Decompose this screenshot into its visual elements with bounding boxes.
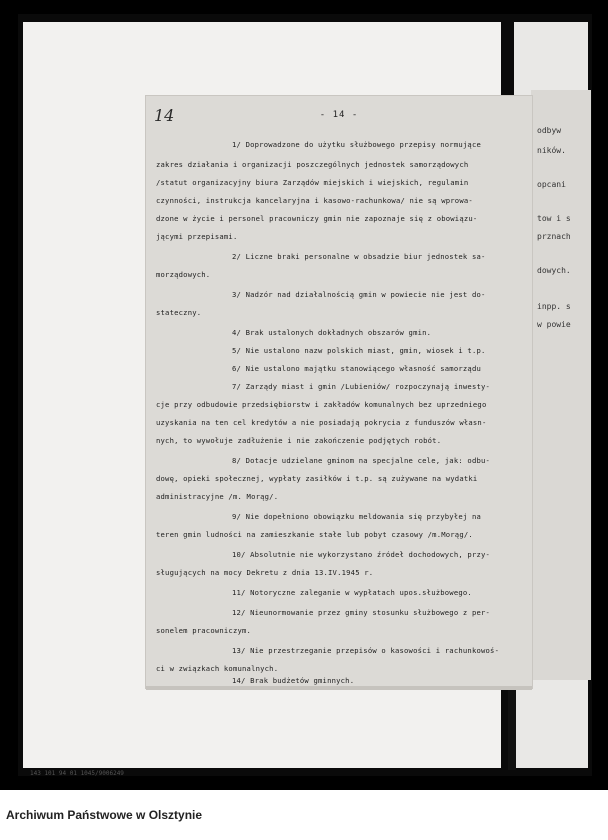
text-line: dowę, opieki społecznej, wypłaty zasiłków i t.p. są zużywane na wydatki xyxy=(156,474,478,483)
page-edge xyxy=(146,686,532,690)
text-line: sługujących na mocy Dekretu z dnia 13.IV.1945 r. xyxy=(156,568,374,577)
document-page xyxy=(146,96,532,688)
text-line: uzyskania na ten cel kredytów a nie posiadają pokrycia z funduszów własn- xyxy=(156,418,487,427)
adjacent-fragment: w powie xyxy=(537,320,571,329)
text-line: 10/ Absolutnie nie wykorzystano źródeł dochodowych, przy- xyxy=(232,550,491,559)
text-line: 7/ Zarządy miast i gmin /Lubieniów/ rozpoczynają inwesty- xyxy=(232,382,491,391)
adjacent-fragment: tow i s xyxy=(537,214,571,223)
text-line: cje przy odbudowie przedsiębiorstw i zakładów komunalnych bez uprzedniego xyxy=(156,400,487,409)
adjacent-page xyxy=(531,90,591,680)
text-line: 6/ Nie ustalono majątku stanowiącego własność samorządu xyxy=(232,364,481,373)
text-line: 1/ Doprowadzone do użytku służbowego przepisy normujące xyxy=(232,140,481,149)
text-line: /statut organizacyjny biura Zarządów miejskich i wiejskich, regulamin xyxy=(156,178,469,187)
text-line: administracyjne /m. Morąg/. xyxy=(156,492,279,501)
text-line: 13/ Nie przestrzeganie przepisów o kasowości i rachunkowoś- xyxy=(232,646,500,655)
text-line: sonelem pracowniczym. xyxy=(156,626,252,635)
text-line: 4/ Brak ustalonych dokładnych obszarów gmin. xyxy=(232,328,432,337)
margin-page-number: 14 xyxy=(154,106,175,125)
text-line: 2/ Liczne braki personalne w obsadzie biur jednostek sa- xyxy=(232,252,486,261)
adjacent-fragment: odbyw xyxy=(537,126,562,135)
adjacent-fragment: opcani xyxy=(537,180,566,189)
adjacent-fragment: ników. xyxy=(537,146,566,155)
text-line: 11/ Notoryczne zaleganie w wypłatach upos.służbowego. xyxy=(232,588,472,597)
adjacent-fragment: dowych. xyxy=(537,266,571,275)
text-line: czynności, instrukcja kancelaryjna i kasowo-rachunkowa/ nie są wprowa- xyxy=(156,196,473,205)
adjacent-fragment: prznach xyxy=(537,232,571,241)
page-number: - 14 - xyxy=(319,110,359,120)
adjacent-fragment: inpp. s xyxy=(537,302,571,311)
text-line: 5/ Nie ustalono nazw polskich miast, gmin, wiosek i t.p. xyxy=(232,346,486,355)
text-line: 14/ Brak budżetów gminnych. xyxy=(232,676,355,685)
text-line: zakres działania i organizacji poszczególnych jednostek samorządowych xyxy=(156,160,469,169)
text-line: 8/ Dotacje udzielane gminom na specjalne cele, jak: odbu- xyxy=(232,456,491,465)
text-line: 3/ Nadzór nad działalnością gmin w powiecie nie jest do- xyxy=(232,290,486,299)
text-line: teren gmin ludności na zamieszkanie stałe lub pobyt czasowy /m.Morąg/. xyxy=(156,530,473,539)
text-line: dzone w życie i personel pracowniczy gmin nie zapoznaje się z obowiązu- xyxy=(156,214,478,223)
text-line: nych, to wywołuje zadłużenie i nie zakończenie podjętych robót. xyxy=(156,436,442,445)
archive-label: Archiwum Państwowe w Olsztynie xyxy=(6,808,203,822)
binding-shadow xyxy=(508,690,516,770)
film-edge-text: 143 101 94 01 1045/9006249 xyxy=(30,770,124,777)
text-line: jącymi przepisami. xyxy=(156,232,238,241)
text-line: ci w związkach komunalnych. xyxy=(156,664,279,673)
text-line: 9/ Nie dopełniono obowiązku meldowania się przybyłej na xyxy=(232,512,481,521)
text-line: morządowych. xyxy=(156,270,211,279)
text-line: 12/ Nieunormowanie przez gminy stosunku służbowego z per- xyxy=(232,608,491,617)
text-line: stateczny. xyxy=(156,308,202,317)
